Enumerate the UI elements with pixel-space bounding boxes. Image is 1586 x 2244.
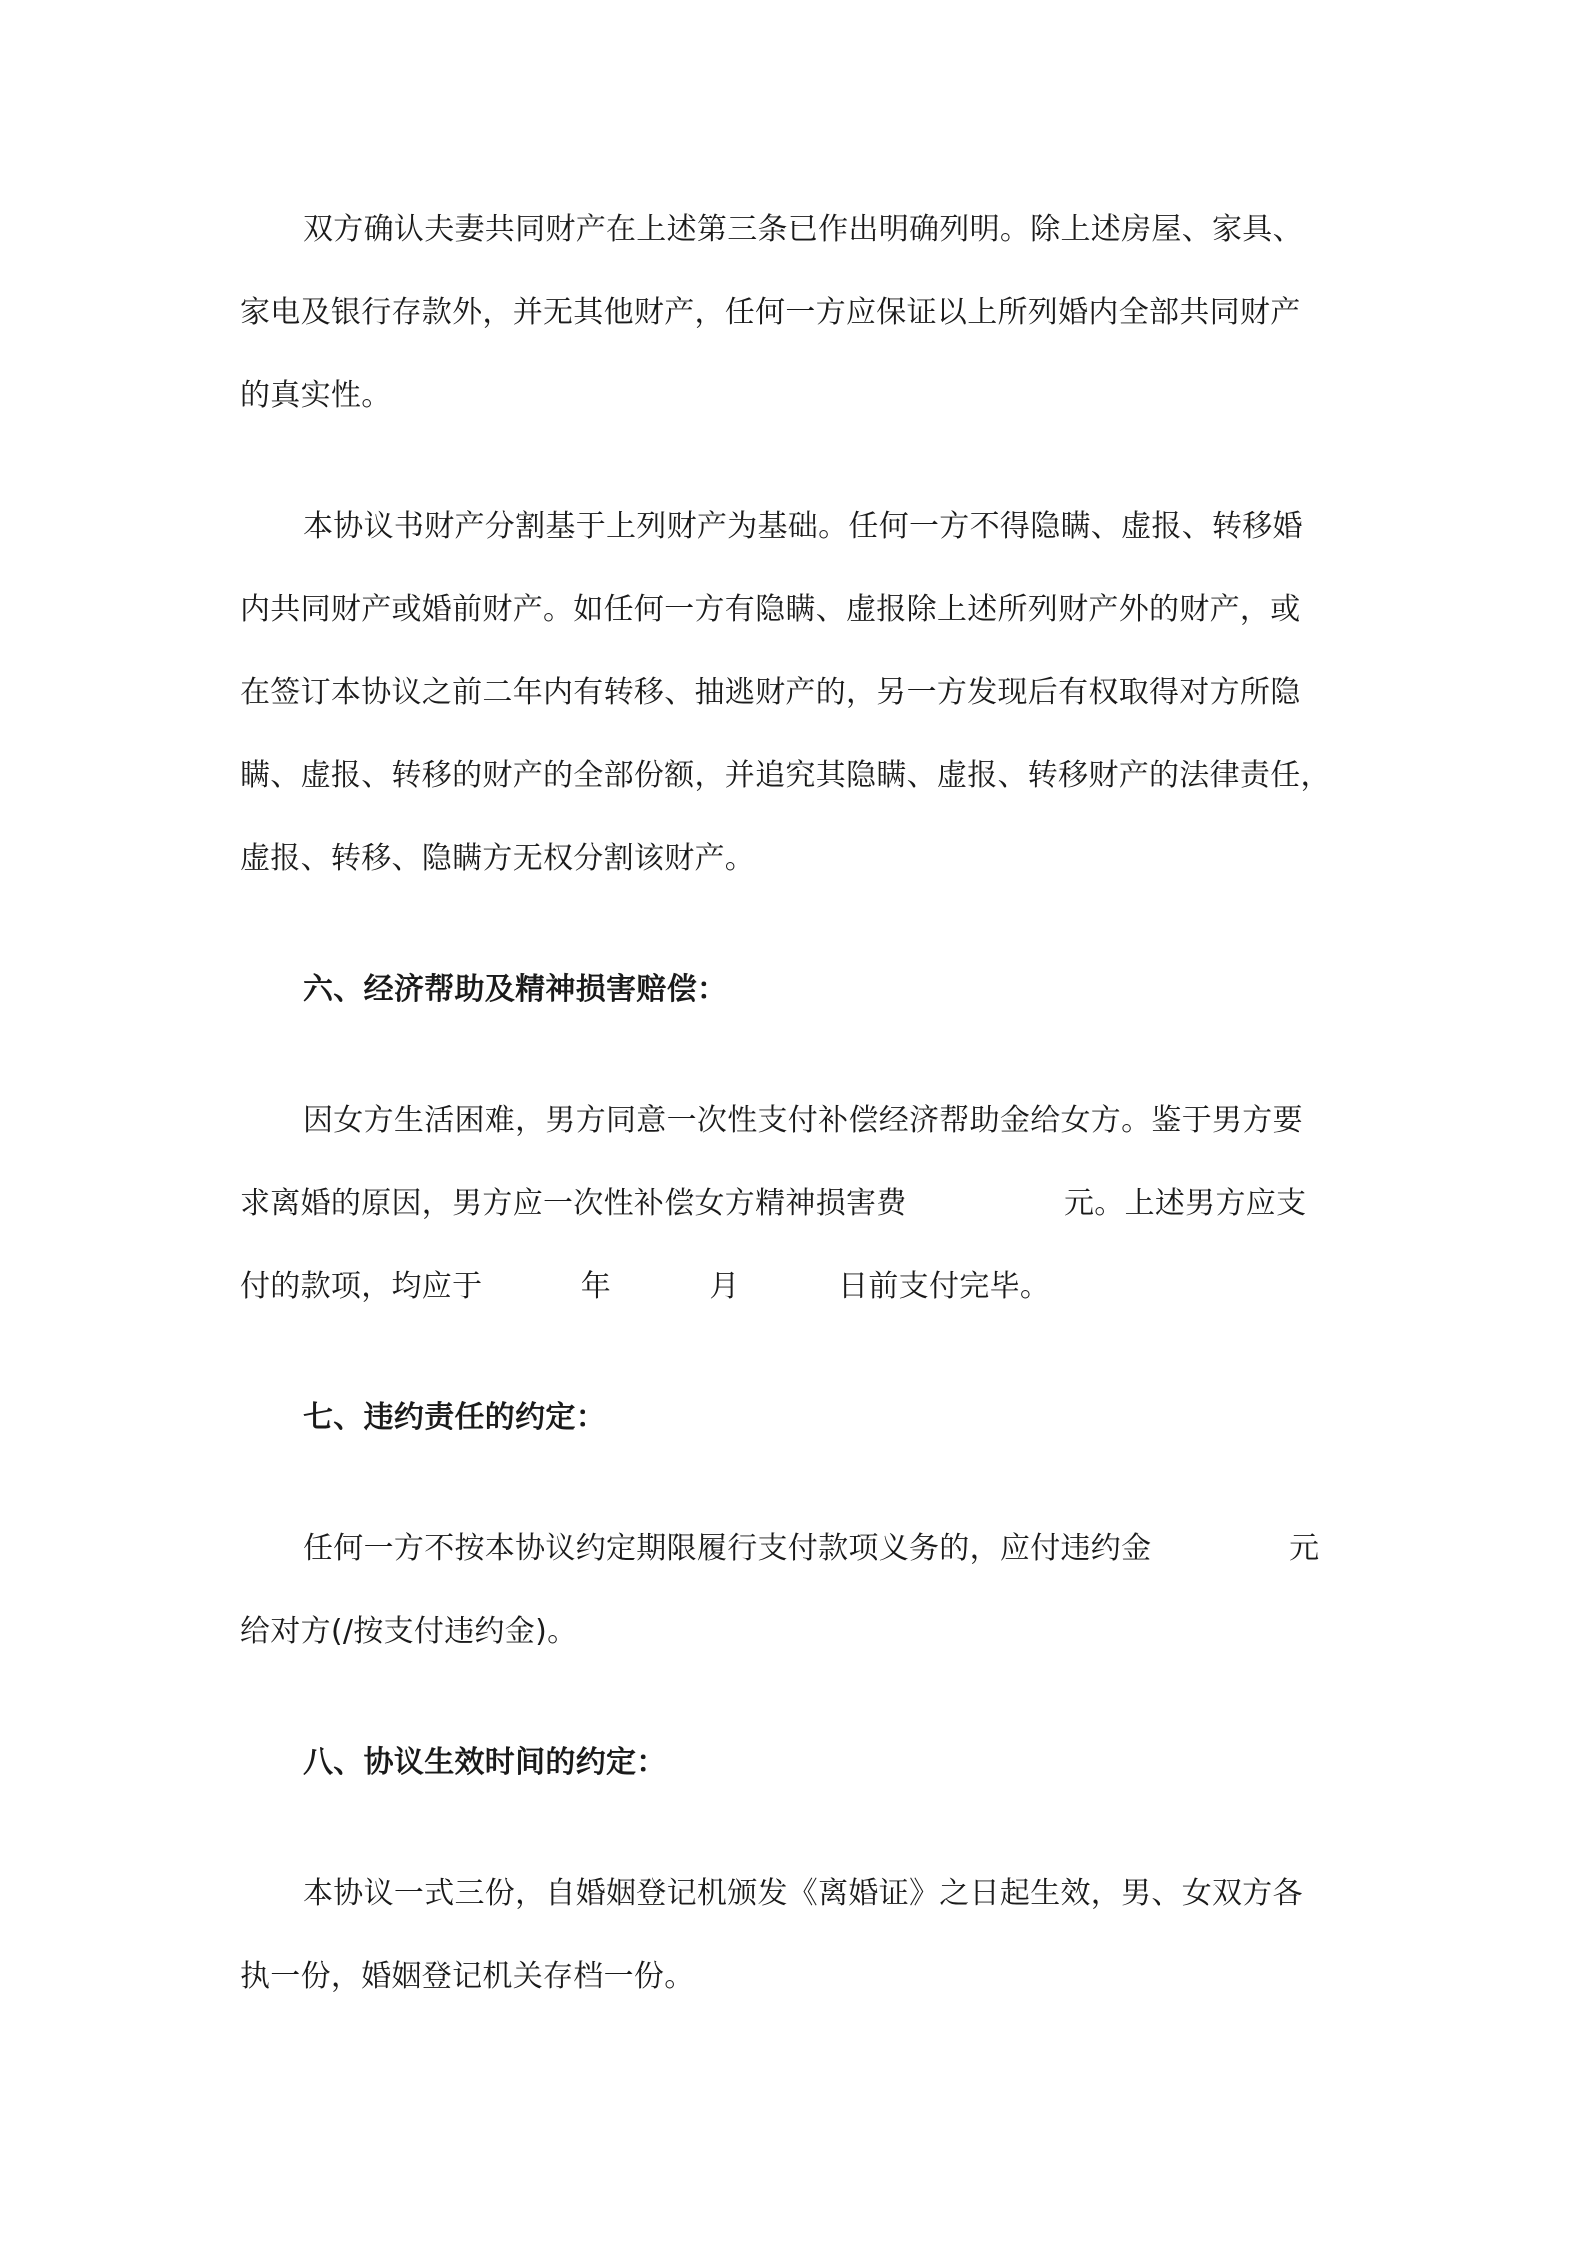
paragraph-1-line-2: 家电及银行存款外，并无其他财产，任何一方应保证以上所列婚内全部共同财产	[240, 295, 1301, 330]
paragraph-1-line-3: 的真实性。	[240, 378, 392, 413]
paragraph-3-line-3: 付的款项，均应于 年 月 日前支付完毕。	[240, 1269, 1051, 1304]
paragraph-3-line-2: 求离婚的原因，男方应一次性补偿女方精神损害费 元。上述男方应支	[240, 1186, 1307, 1221]
paragraph-2-line-3: 在签订本协议之前二年内有转移、抽逃财产的，另一方发现后有权取得对方所隐	[240, 675, 1301, 710]
paragraph-2-line-1: 本协议书财产分割基于上列财产为基础。任何一方不得隐瞒、虚报、转移婚	[303, 509, 1303, 544]
section-heading-7: 七、违约责任的约定：	[303, 1400, 606, 1435]
section-heading-8: 八、协议生效时间的约定：	[303, 1745, 667, 1780]
paragraph-2-line-5: 虚报、转移、隐瞒方无权分割该财产。	[240, 841, 756, 876]
paragraph-1-line-1: 双方确认夫妻共同财产在上述第三条已作出明确列明。除上述房屋、家具、	[303, 212, 1303, 247]
paragraph-3-line-1: 因女方生活困难，男方同意一次性支付补偿经济帮助金给女方。鉴于男方要	[303, 1103, 1303, 1138]
paragraph-2-line-4: 瞒、虚报、转移的财产的全部份额，并追究其隐瞒、虚报、转移财产的法律责任，	[240, 758, 1331, 793]
paragraph-4-line-1: 任何一方不按本协议约定期限履行支付款项义务的，应付违约金 元	[303, 1531, 1320, 1566]
paragraph-4-line-2: 给对方(/按支付违约金)。	[240, 1614, 578, 1649]
section-heading-6: 六、经济帮助及精神损害赔偿：	[303, 972, 728, 1007]
paragraph-5-line-2: 执一份，婚姻登记机关存档一份。	[240, 1959, 695, 1994]
paragraph-5-line-1: 本协议一式三份，自婚姻登记机颁发《离婚证》之日起生效，男、女双方各	[303, 1876, 1303, 1911]
paragraph-2-line-2: 内共同财产或婚前财产。如任何一方有隐瞒、虚报除上述所列财产外的财产，或	[240, 592, 1301, 627]
